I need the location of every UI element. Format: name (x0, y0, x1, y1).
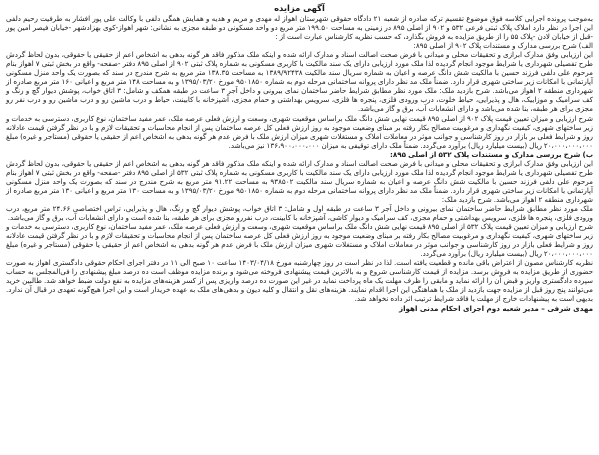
notice-paragraph: این ارزیابی وفق مدارک ابرازی و تحقیقات محلی و میدانی با فرض صحت اصالت اسناد و مدارک ارائه شده و اینکه ملک مذکور فاقد هر گونه بدهی به اشخاص اعم از حقیقی یا حقوقی، بدون لحاظ گردش طرح تفصیلی شهرداری یا شرایط موجود انجام گردیده لذا ملک مورد ارزیابی دارای یک سند مالکیت با کاربری مسکونی به شماره پلاک ثبتی ۵۳۲ از اصلی ۸۹۵ دفتر -صفحه- واقع در بخش ثبتی ۷ اهواز بنام مرحوم علی دلفی فرزند حسین با مالکیت شش دانگ عرصه و اعیان به شماره سریال سند مالکیت ۹۳۸۵۰۲ به مساحت ۹۱.۲۲ متر مربع به شرح مندرج در سند که بصورت یک واحد منزل مسکونی آپارتمانی با امکانات زیر ساختی شهری قرار دارد. ضمناً ملک مد نظر دارای پروانه ساختمانی مرحله دوم به شماره ۹۵۰۱۸۵۰ مورخ ۱۳۹۵/۰۳/۲۰ و به مساحت ۱۳۰ متر مربع و اعیانی ۱۳۰ متر مربع صادره از شهرداری منطقه ۲ اهواز می‌باشد. شرح بازدید ملک: (6, 158, 594, 204)
notice-title: آگهی مزایده (274, 3, 325, 13)
notice-paragraph: الف) شرح بررسی مدارک و مستندات پلاک ۹۰۲ از اصلی ۸۹۵: (413, 41, 593, 51)
notice-paragraph: نظریه کارشناس مصون از اعتراض باقی مانده و قطعیت یافته است. لذا در نظر است در روز چهارشنبه مورخ ۱۴۰۳/۰۴/۱۸ ساعت ۱۰ صبح الی ۱۱ در دفتر اجرای احکام حقوقی دادگستری اهواز به صورت حضوری از طریق مزایده به فروش برسد. مزایده از قیمت کارشناسی شروع و به بالاترین قیمت پیشنهادی فروخته می‌شود و برنده مزایده موظف است ده درصد مبلغ پیشنهادی را فی‌المجلس به حساب سپرده دادگستری واریز و قبض آن را ارائه نماید و مابقی را ظرف مهلت یک ماه پرداخت نماید در غیر این صورت ده درصد واریزی پس از کسر هزینه‌های مزایده به نفع دولت ضبط خواهد شد. طالبین خرید می‌توانند پنج روز قبل از مزایده جهت بازدید از ملک با هماهنگی این اجرا اقدام نمایند. هزینه‌های نقل و انتقال و کلیه دیون و بدهی‌های ملک به عهده خریدار است و این اجرا هیچ‌گونه تعهدی در قبال آن ندارد. بدیهی است به پیشنهادات خارج از مهلت یا فاقد شرایط ترتیب اثر داده نخواهد شد. (6, 258, 593, 304)
notice-signature: مهدی شرفی – مدیر شعبه دوم اجرای احکام مدنی اهواز (399, 303, 593, 313)
notice-paragraph: به‌موجب پرونده اجرایی کلاسه فوق موضوع تقسیم ترکه صادره از شعبه ۲۱ دادگاه حقوقی شهرستان اهواز له مهدی و مریم و هدیه و همایش همگی دلفی با وکالت علی پور افشار به طرفیت رحیم دلفی این اجرا در نظر دارد املاک پلاک ثبتی فرعی ۵۳۲ و ۹۰۲ از اصلی ۸۹۵ در زمینی به مساحت ۱۹۹.۵۰ متر مربع دو واحد مسکونی دو طبقه مجزی به نشانی: شهر اهواز-کوی بهزادشهر -خیابان فیصر امین پور -قبل از خیابان لادن -پلاک ۵۵ را از طریق مزایده به فروش بگذارد، که حسب نظریه کارشناس عبارت است از : (6, 14, 593, 42)
notice-body (6, 14, 593, 304)
notice-section-heading: ب) شرح بررسی مدارک و مستندات پلاک ۵۳۲ از اصلی ۸۹۵: (390, 149, 593, 159)
notice-paragraph: این ارزیابی وفق مدارک ابرازی و تحقیقات محلی و میدانی با فرض صحت اصالت اسناد و مدارک ارائه شده و اینکه ملک مذکور فاقد هر گونه بدهی به اشخاص اعم از حقیقی یا حقوقی، بدون لحاظ گردش طرح تفصیلی شهرداری یا شرایط موجود انجام گردیده لذا ملک مورد ارزیابی دارای یک سند مالکیت با کاربری مسکونی به شماره پلاک ثبتی ۹۰۲ از اصلی ۸۹۵ دفتر -صفحه- واقع در بخش ثبتی ۷ اهواز بنام مرحوم علی دلفی فرزند حسین با مالکیت شش دانگ عرصه و اعیان به شماره سریال سند مالکیت ۱۳۸۹/۹۲۴۳۸ به مساحت ۱۳۸.۳۵ متر مربع به شرح مندرج در سند که بصورت یک واحد منزل مسکونی آپارتمانی با امکانات زیر ساختی شهری قرار دارد. ضمناً ملک مد نظر دارای پروانه ساختمانی مرحله دوم به شماره ۹۵۰۱۸۵۰ مورخ ۱۳۹۵/۰۳/۲۰ و به مساحت ۱۴۸ متر مربع و اعیانی ۱۶۰ متر مربع صادره از شهرداری منطقه ۲ اهواز می‌باشد. شرح بازدید ملک: ملک مورد نظر مطابق شرایط حاضر ساختمان نمای بیرونی و داخل آجر ۳ ساعت در طبقه همکف و شامل: ۳ اتاق خواب، پوشش دیوار گچ و رنگ و کف سرامیک و موزاییک، هال و پذیرایی، حیاط خلوت، درب ورودی فلزی، پنجره ها فلزی، سرویس بهداشتی و حمام مجزی، آشپزخانه با کابینت، حیاط و درب ماشین رو و درب ماشین رو و درب نفر رو مجزی برای هر طبقه، بنا شده می‌باشد و دارای انشعابات آب، برق و گاز می‌باشد. (6, 50, 594, 114)
notice-paragraph: شرح ارزیابی و میزان تعیین قیمت پلاک ۹۰۲ از اصلی ۸۹۵ قیمت نهایی شش دانگ ملک براساس موقعیت شهری، وسعت و ارزش فعلی عرصه ملک، عمر مفید ساختمان، نوع کاربری، دسترسی به خدمات و زیر ساختهای شهری، کیفیت نگهداری و مرغوبیت مصالح بکار رفته بر مبنای وضعیت موجود به روز ارزش فعلی کل عرصه ساختمان پس از انجام محاسبات و تحقیقات لازم و با در نظر گرفتن قیمت عادلانه روز و شرایط فعلی بر بازار در روز کارشناسی و جوانب موثر در معاملات املاک و مستغلات شهری میزان ارزش ملک با فرض عدم هر گونه بدهی به اشخاص اعم از حقیقی یا حقوقی (مستاجر و غیره) مبلغ ۲۰،۰۰۰،۰۰۰،۰۰۰ ریال (بیست میلیارد ریال) برآورد می‌گردد. ضمناً ملک دارای توقیفی به میزان ۱۳۶،۹۰۰،۰۰۰،۰۰۰ نیز می‌باشد. (6, 113, 593, 150)
notice-paragraph: شرح ارزیابی و میزان تعیین قیمت پلاک ۵۳۲ از اصلی ۸۹۵ قیمت نهایی شش دانگ ملک براساس موقعیت شهری، وسعت و ارزش فعلی عرصه ملک، عمر مفید ساختمان، نوع کاربری، دسترسی به خدمات و زیر ساختهای شهری، کیفیت نگهداری و مرغوبیت مصالح بکار رفته بر مبنای وضعیت موجود به روز ارزش فعلی کل عرصه ساختمان پس از انجام محاسبات و تحقیقات لازم و با در نظر گرفتن قیمت عادلانه روز و شرایط فعلی بازار در روز کارشناسی و جوانب موثر در معاملات املاک و مستغلات شهری میزان ارزش ملک با فرض عدم هر گونه بدهی به اشخاص اعم از حقیقی یا حقوقی (مستاجر و غیره) مبلغ ۲۰،۰۰۰،۰۰۰،۰۰۰ ریال (بیست میلیارد ریال) برآورد می‌گردد. (6, 222, 593, 259)
notice-paragraph: ملک مورد نظر مطابق شرایط حاضر ساختمان نمای بیرونی و داخل آجر ۳ ساعت در طبقه اول و شامل: ۳ اتاق خواب، پوشش دیوار گچ و رنگ، هال و پذیرایی، تراس اختصاصی ۲۴.۶۶ متر مربع، درب ورودی فلزی، پنجره ها فلزی، سرویس بهداشتی و حمام مجزی، کف سرامیک و دیوار کاشی، آشپزخانه با کابینت، درب نفررو مجزی برای هر طبقه، بنا شده است و دارای انشعابات آب، برق و گاز می‌باشد. (6, 203, 593, 223)
